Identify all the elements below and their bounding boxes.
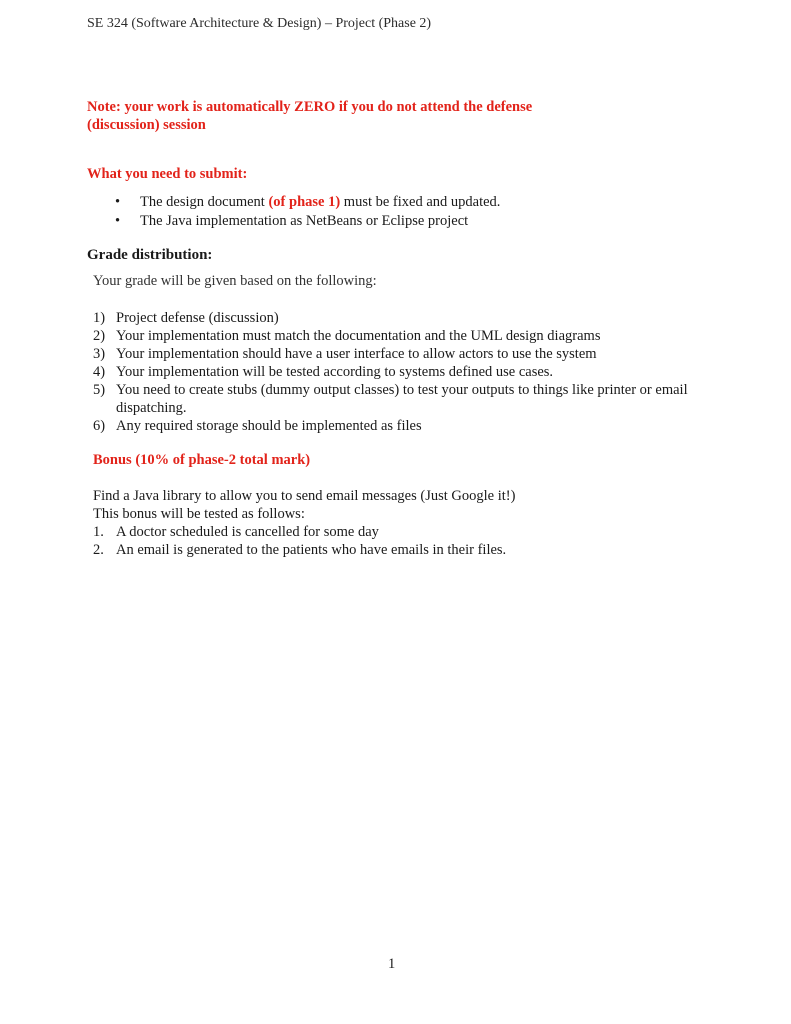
list-item-text: Your implementation must match the documentation and the UML design diagrams: [116, 328, 601, 344]
bonus-description: [93, 487, 515, 523]
list-item: [93, 417, 703, 435]
page-header: SE 324 (Software Architecture & Design) – Project (Phase 2): [87, 16, 432, 31]
bullet-icon: •: [115, 213, 121, 229]
list-item-text: Project defense (discussion): [116, 310, 279, 326]
list-item: [93, 381, 703, 417]
list-item: [93, 345, 703, 363]
list-item: [93, 309, 703, 327]
list-number: 2): [93, 328, 106, 344]
list-item-text: You need to create stubs (dummy output classes) to test your outputs to things like printer or email dispatching.: [116, 382, 688, 416]
list-item-text: An email is generated to the patients who have emails in their files.: [116, 542, 507, 558]
list-item-text: The Java implementation as NetBeans or Eclipse project: [140, 213, 469, 229]
bonus-list: [93, 523, 506, 559]
list-number: 3): [93, 346, 106, 362]
list-number: 2.: [93, 542, 104, 558]
list-number: 1): [93, 310, 106, 326]
page-number: 1: [388, 956, 396, 972]
list-item-text: A doctor scheduled is cancelled for some day: [116, 524, 379, 540]
bullet-icon: •: [115, 194, 121, 210]
list-number: 6): [93, 418, 106, 434]
attendance-note: Note: your work is automatically ZERO if you do not attend the defense (discussion) session: [87, 99, 533, 133]
list-item: [93, 541, 506, 559]
bonus-line: Find a Java library to allow you to send email messages (Just Google it!): [93, 488, 516, 504]
submit-heading: What you need to submit:: [87, 166, 248, 182]
list-item: [93, 327, 703, 345]
list-item-text: Any required storage should be implemented as files: [116, 418, 422, 434]
list-item: [93, 523, 506, 541]
grade-intro: Your grade will be given based on the following:: [93, 273, 377, 289]
bonus-heading: Bonus (10% of phase-2 total mark): [93, 452, 311, 468]
list-item: [115, 212, 500, 231]
list-item: [93, 363, 703, 381]
list-item: [115, 193, 500, 212]
list-item-text: The design document (of phase 1) must be fixed and updated.: [140, 194, 501, 210]
submit-list: [115, 193, 500, 231]
grade-list: [93, 309, 703, 435]
list-item-text: Your implementation should have a user interface to allow actors to use the system: [116, 346, 597, 362]
bonus-line: This bonus will be tested as follows:: [93, 506, 305, 522]
list-number: 5): [93, 382, 106, 398]
phase-highlight: (of phase 1): [268, 194, 341, 210]
list-number: 4): [93, 364, 106, 380]
list-number: 1.: [93, 524, 104, 540]
grade-heading: Grade distribution:: [87, 247, 213, 263]
list-item-text: Your implementation will be tested according to systems defined use cases.: [116, 364, 554, 380]
